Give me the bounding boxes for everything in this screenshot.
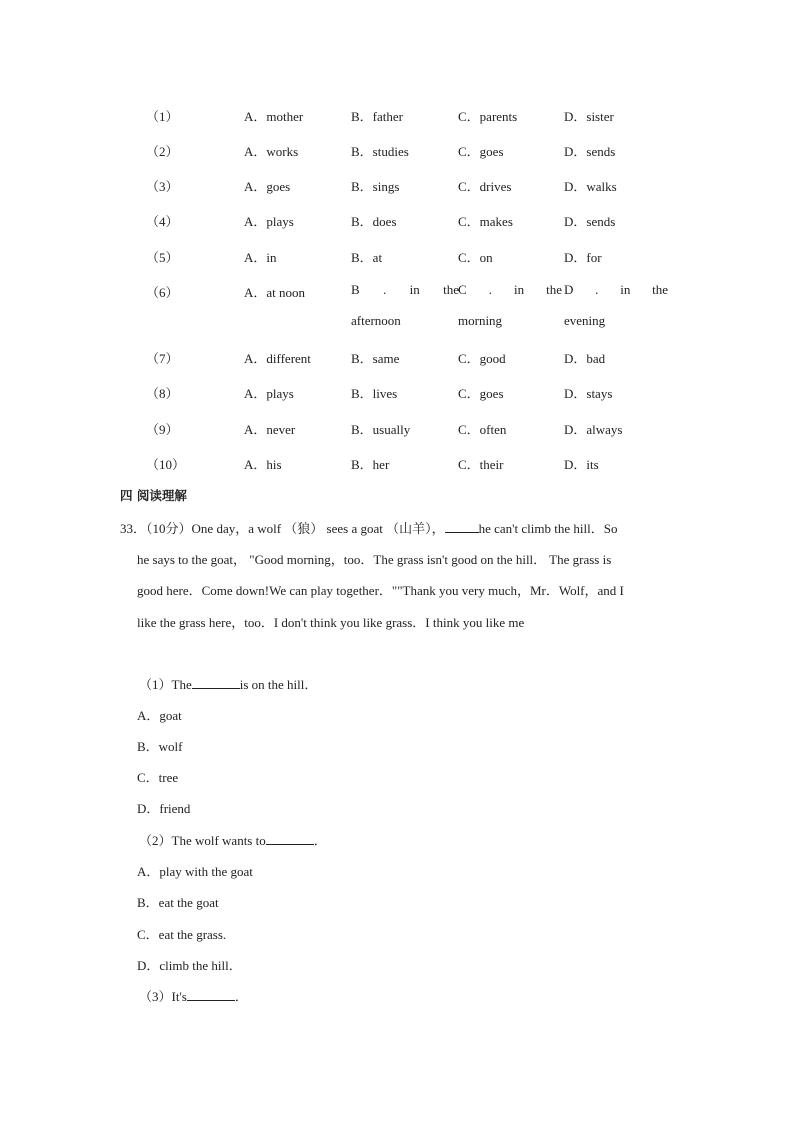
question-number: （7） <box>146 351 179 366</box>
option-row <box>0 419 794 439</box>
option-c: C．good <box>458 351 506 366</box>
option-d: D．bad <box>564 351 606 366</box>
option-d: D．its <box>564 457 599 472</box>
option-b: B．at <box>351 250 383 265</box>
option-b: B．lives <box>351 386 398 401</box>
answer-option: B．eat the goat <box>137 895 219 910</box>
question-stem: （1）The is on the hill． <box>139 677 318 692</box>
option-c: C．their <box>458 457 504 472</box>
passage-line-1: 33．（10分）One day，a wolf （狼） sees a goat （山羊）， he can't climb the hill．So <box>120 521 618 536</box>
section-heading: 四 阅读理解 <box>120 488 187 503</box>
option-c-line1: C . in the <box>458 282 562 297</box>
option-row <box>0 348 794 368</box>
question-stem: （3）It's ． <box>139 989 248 1004</box>
option-b: B．studies <box>351 144 409 159</box>
question-number: （1） <box>146 109 179 124</box>
question-number: （5） <box>146 250 179 265</box>
answer-blank <box>192 676 240 689</box>
option-a: A．never <box>244 422 296 437</box>
option-c: C．makes <box>458 214 513 229</box>
option-b-line1: B . in the <box>351 282 459 297</box>
option-d-line2: evening <box>564 313 606 328</box>
option-b: B．same <box>351 351 400 366</box>
option-row <box>0 383 794 403</box>
option-a: A．mother <box>244 109 304 124</box>
option-row <box>0 211 794 231</box>
answer-blank <box>266 832 314 845</box>
question-score: （10分） <box>146 521 192 536</box>
answer-option: A．goat <box>137 708 182 723</box>
option-row <box>0 282 794 332</box>
option-d: D．for <box>564 250 602 265</box>
option-a: A．plays <box>244 386 294 401</box>
option-a: A．in <box>244 250 277 265</box>
option-d: D．sends <box>564 144 616 159</box>
option-row <box>0 141 794 161</box>
option-c: C．on <box>458 250 493 265</box>
option-c: C．parents <box>458 109 518 124</box>
answer-option: D．climb the hill． <box>137 958 242 973</box>
question-number: （4） <box>146 214 179 229</box>
option-d: D．sends <box>564 214 616 229</box>
question-number: （2） <box>146 144 179 159</box>
option-d: D．walks <box>564 179 617 194</box>
option-d: D．sister <box>564 109 614 124</box>
question-number: （9） <box>146 422 179 437</box>
option-a: A．plays <box>244 214 294 229</box>
option-row <box>0 454 794 474</box>
option-a: A．different <box>244 351 311 366</box>
option-b: B．sings <box>351 179 400 194</box>
passage-line-4: like the grass here，too．I don't think you like grass．I think you like me <box>137 615 525 630</box>
answer-option: B．wolf <box>137 739 183 754</box>
question-number: （6） <box>146 285 179 300</box>
option-c: C．often <box>458 422 507 437</box>
option-row <box>0 176 794 196</box>
answer-option: C．tree <box>137 770 179 785</box>
passage-line-2: he says to the goat， "Good morning，too．The grass isn't good on the hill． The grass is <box>137 552 612 567</box>
answer-blank <box>445 520 479 533</box>
option-a: A．works <box>244 144 299 159</box>
option-a: A．goes <box>244 179 291 194</box>
option-b: B．father <box>351 109 403 124</box>
answer-option: C．eat the grass. <box>137 927 227 942</box>
question-number: （3） <box>146 179 179 194</box>
answer-option: D．friend <box>137 801 191 816</box>
option-b: B．her <box>351 457 390 472</box>
option-row <box>0 106 794 126</box>
option-c: C．drives <box>458 179 512 194</box>
option-b: B．does <box>351 214 397 229</box>
option-c: C．goes <box>458 386 504 401</box>
option-b-line2: afternoon <box>351 313 401 328</box>
option-a: A．at noon <box>244 285 306 300</box>
option-d: D．always <box>564 422 623 437</box>
option-d-line1: D . in the <box>564 282 668 297</box>
option-c: C．goes <box>458 144 504 159</box>
option-c-line2: morning <box>458 313 503 328</box>
option-row <box>0 247 794 267</box>
answer-blank <box>187 988 235 1001</box>
question-number: （8） <box>146 386 179 401</box>
passage-line-3: good here．Come down!We can play together．""Thank you very much，Mr．Wolf，and I <box>137 583 624 598</box>
question-number: （10） <box>146 457 186 472</box>
option-d: D．stays <box>564 386 613 401</box>
option-b: B．usually <box>351 422 411 437</box>
option-a: A．his <box>244 457 282 472</box>
question-number: 33． <box>120 521 147 536</box>
question-stem: （2）The wolf wants to ． <box>139 833 327 848</box>
answer-option: A．play with the goat <box>137 864 253 879</box>
